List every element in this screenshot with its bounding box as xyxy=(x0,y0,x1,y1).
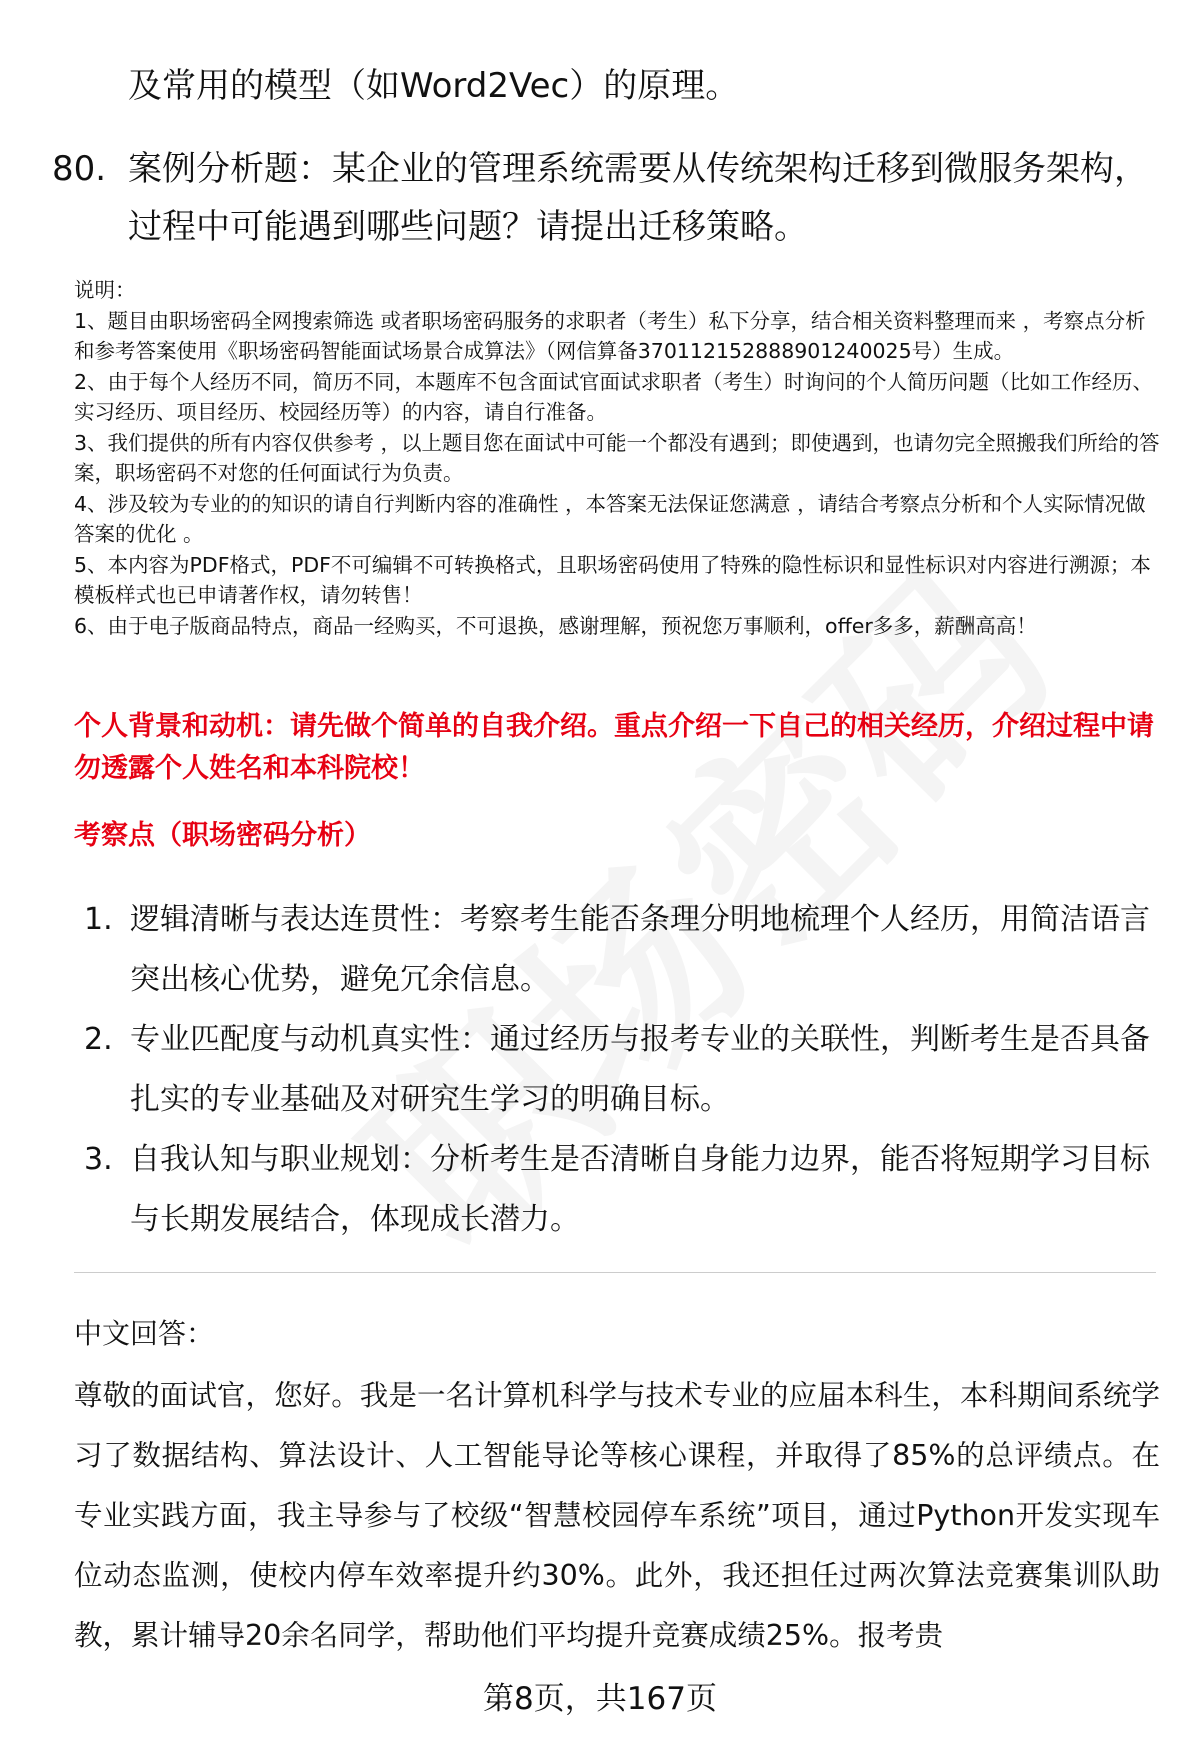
analysis-heading: 考察点（职场密码分析） xyxy=(74,820,371,851)
list-item-number: 2. xyxy=(84,1022,113,1057)
note-item: 3、我们提供的所有内容仅供参考 ，以上题目您在面试中可能一个都没有遇到；即使遇到，也请勿完全照搬我们所给的答案，职场密码不对您的任何面试行为负责。 xyxy=(74,430,1160,485)
list-item xyxy=(84,890,1164,1010)
question-80 xyxy=(52,140,1152,256)
question-number: 80. xyxy=(52,149,107,189)
list-item-text: 自我认知与职业规划：分析考生是否清晰自身能力边界，能否将短期学习目标与长期发展结合，体现成长潜力。 xyxy=(130,1142,1150,1237)
list-item xyxy=(84,1010,1164,1130)
note-item: 2、由于每个人经历不同，简历不同，本题库不包含面试官面试求职者（考生）时询问的个人简历问题（比如工作经历、实习经历、项目经历、校园经历等）的内容，请自行准备。 xyxy=(74,369,1154,424)
question-text: 案例分析题：某企业的管理系统需要从传统架构迁移到微服务架构，过程中可能遇到哪些问题？请提出迁移策略。 xyxy=(128,149,1148,247)
note-item: 5、本内容为PDF格式，PDF不可编辑不可转换格式，且职场密码使用了特殊的隐性标识和显性标识对内容进行溯源；本模板样式也已申请著作权，请勿转售！ xyxy=(74,552,1151,607)
list-item-number: 3. xyxy=(84,1142,113,1177)
note-item: 1、题目由职场密码全网搜索筛选 或者职场密码服务的求职者（考生）私下分享，结合相关资料整理而来 ，考察点分析和参考答案使用《职场密码智能面试场景合成算法》（网信算备370112152888901240025号）生成。 xyxy=(74,308,1146,363)
question-heading: 个人背景和动机：请先做个简单的自我介绍。重点介绍一下自己的相关经历，介绍过程中请勿透露个人姓名和本科院校！ xyxy=(74,711,1154,784)
note-item: 4、涉及较为专业的的知识的请自行判断内容的准确性 ，本答案无法保证您满意 ，请结合考察点分析和个人实际情况做答案的优化 。 xyxy=(74,491,1146,546)
note-item: 6、由于电子版商品特点，商品一经购买，不可退换，感谢理解，预祝您万事顺利，offer多多，薪酬高高！ xyxy=(74,613,1037,638)
section-divider xyxy=(74,1272,1156,1273)
list-item-number: 1. xyxy=(84,902,113,937)
list-item xyxy=(84,1130,1164,1250)
list-item-text: 专业匹配度与动机真实性：通过经历与报考专业的关联性，判断考生是否具备扎实的专业基础及对研究生学习的明确目标。 xyxy=(130,1022,1150,1117)
question-continuation: 及常用的模型（如Word2Vec）的原理。 xyxy=(128,66,740,106)
notes-section xyxy=(74,275,1164,641)
notes-title: 说明： xyxy=(74,278,136,302)
answer-label: 中文回答： xyxy=(74,1317,215,1350)
page-footer: 第8页，共167页 xyxy=(483,1681,717,1717)
analysis-points-list xyxy=(84,890,1164,1250)
answer-text: 尊敬的面试官，您好。我是一名计算机科学与技术专业的应届本科生，本科期间系统学习了数据结构、算法设计、人工智能导论等核心课程，并取得了85%的总评绩点。在专业实践方面，我主导参与了校级“智慧校园停车系统”项目，通过Python开发实现车位动态监测，使校内停车效率提升约30%。此外，我还担任过两次算法竞赛集训队助教，累计辅导20余名同学，帮助他们平均提升竞赛成绩25%。报考贵 xyxy=(74,1379,1160,1652)
list-item-text: 逻辑清晰与表达连贯性：考察考生能否条理分明地梳理个人经历，用简洁语言突出核心优势，避免冗余信息。 xyxy=(130,902,1150,997)
